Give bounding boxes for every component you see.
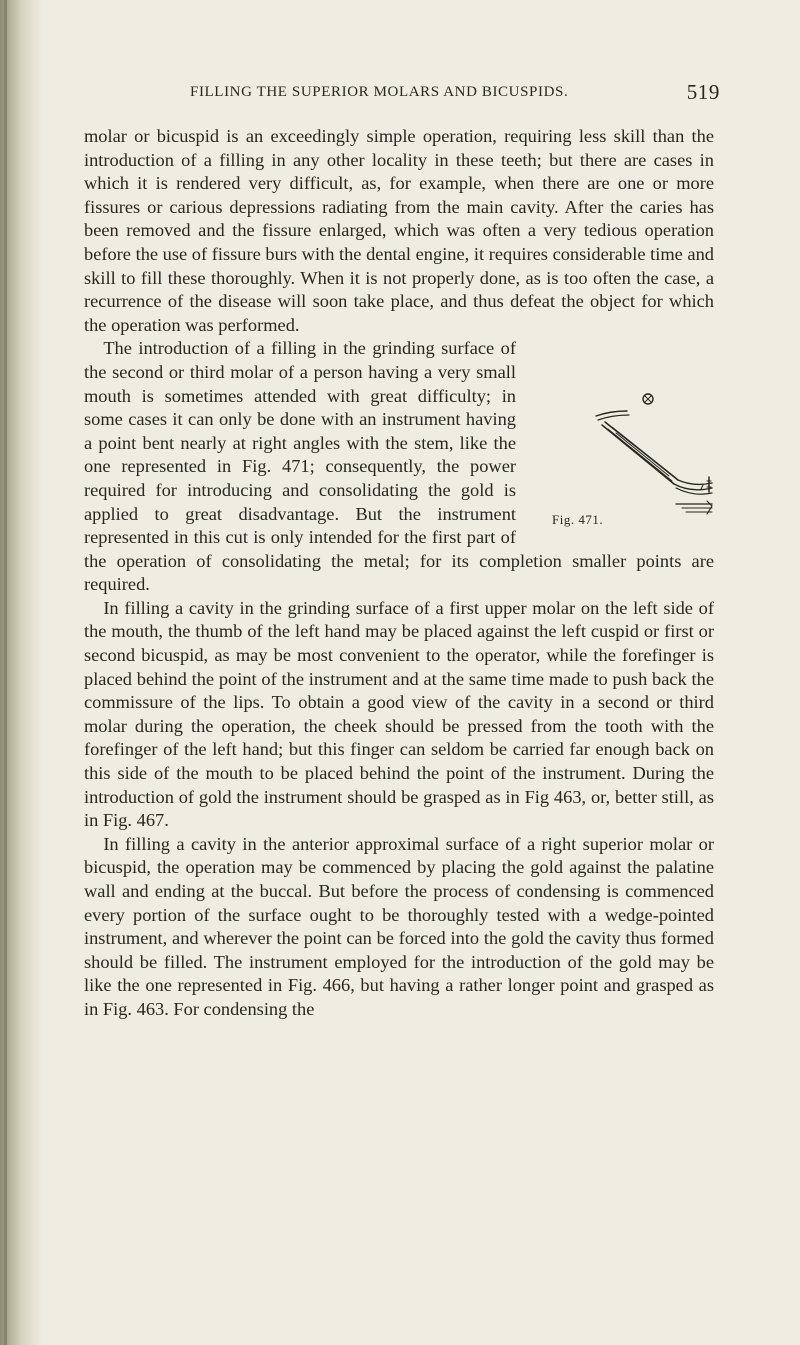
paragraph-1: molar or bicuspid is an exceedingly simple operation, requiring less skill than the introduction of a filling in any other locality in these teeth; but there are cases in which it is rendered very difficult, as, for example, when there are one or more fissures or carious depressions radiating from the main cavity. After the caries has been removed and the fissure enlarged, which was often a very tedious operation before the use of fissure burs with the dental engine, it requires considerable time and skill to fill these thoroughly. When it is not properly done, as is too often the case, a recurrence of the disease will soon take place, and thus defeat the object for which the operation was performed. xyxy=(84,126,714,335)
running-title: FILLING THE SUPERIOR MOLARS AND BICUSPIDS. xyxy=(190,84,569,100)
page-body xyxy=(84,125,714,1022)
figure-caption: Fig. 471. xyxy=(552,512,604,528)
paragraph-3: In filling a cavity in the grinding surface of a first upper molar on the left side of the mouth, the thumb of the left hand may be placed against the left cuspid or first or second bicuspid, as may be most convenient to the operator, while the forefinger is placed behind the point of the instrument and at the same time made to push back the commissure of the lips. To obtain a good view of the cavity in a second or third molar during the operation, the cheek should be pressed from the tooth with the forefinger of the left hand; but this finger can seldom be carried far enough back on this side of the mouth to be placed behind the point of the instrument. During the introduction of gold the instrument should be grasped as in Fig 463, or, better still, as in Fig. 467. xyxy=(84,597,714,831)
figure-471 xyxy=(526,359,714,543)
page-binding-edge xyxy=(0,0,44,1345)
paragraph-4: In filling a cavity in the anterior approximal surface of a right superior molar or bicuspid, the operation may be commenced by placing the gold against the palatine wall and ending at the buccal. But before the process of condensing is commenced every portion of the surface ought to be thoroughly tested with a wedge-pointed instrument, and wherever the point can be forced into the gold the cavity thus formed should be filled. The instrument employed for the introduction of the gold may be like the one represented in Fig. 466, but having a rather longer point and grasped as in Fig. 463. For condensing the xyxy=(84,833,714,1019)
page-number: 519 xyxy=(686,80,720,104)
running-header xyxy=(190,80,720,110)
paragraph-2: The introduction of a filling in the grinding surface of the second or third molar of a person having a very small mouth is sometimes attended with great difficulty; in some cases it can only be done with an instrument having a point bent nearly at right angles with the stem, like the one represented in Fig. 471; consequently, the power required for introducing and consolidating the gold is applied to great disadvantage. But the instrument represented in this cut is only intended for the first part of the operation of consolidating the metal; for its completion smaller points are required. xyxy=(84,338,714,595)
